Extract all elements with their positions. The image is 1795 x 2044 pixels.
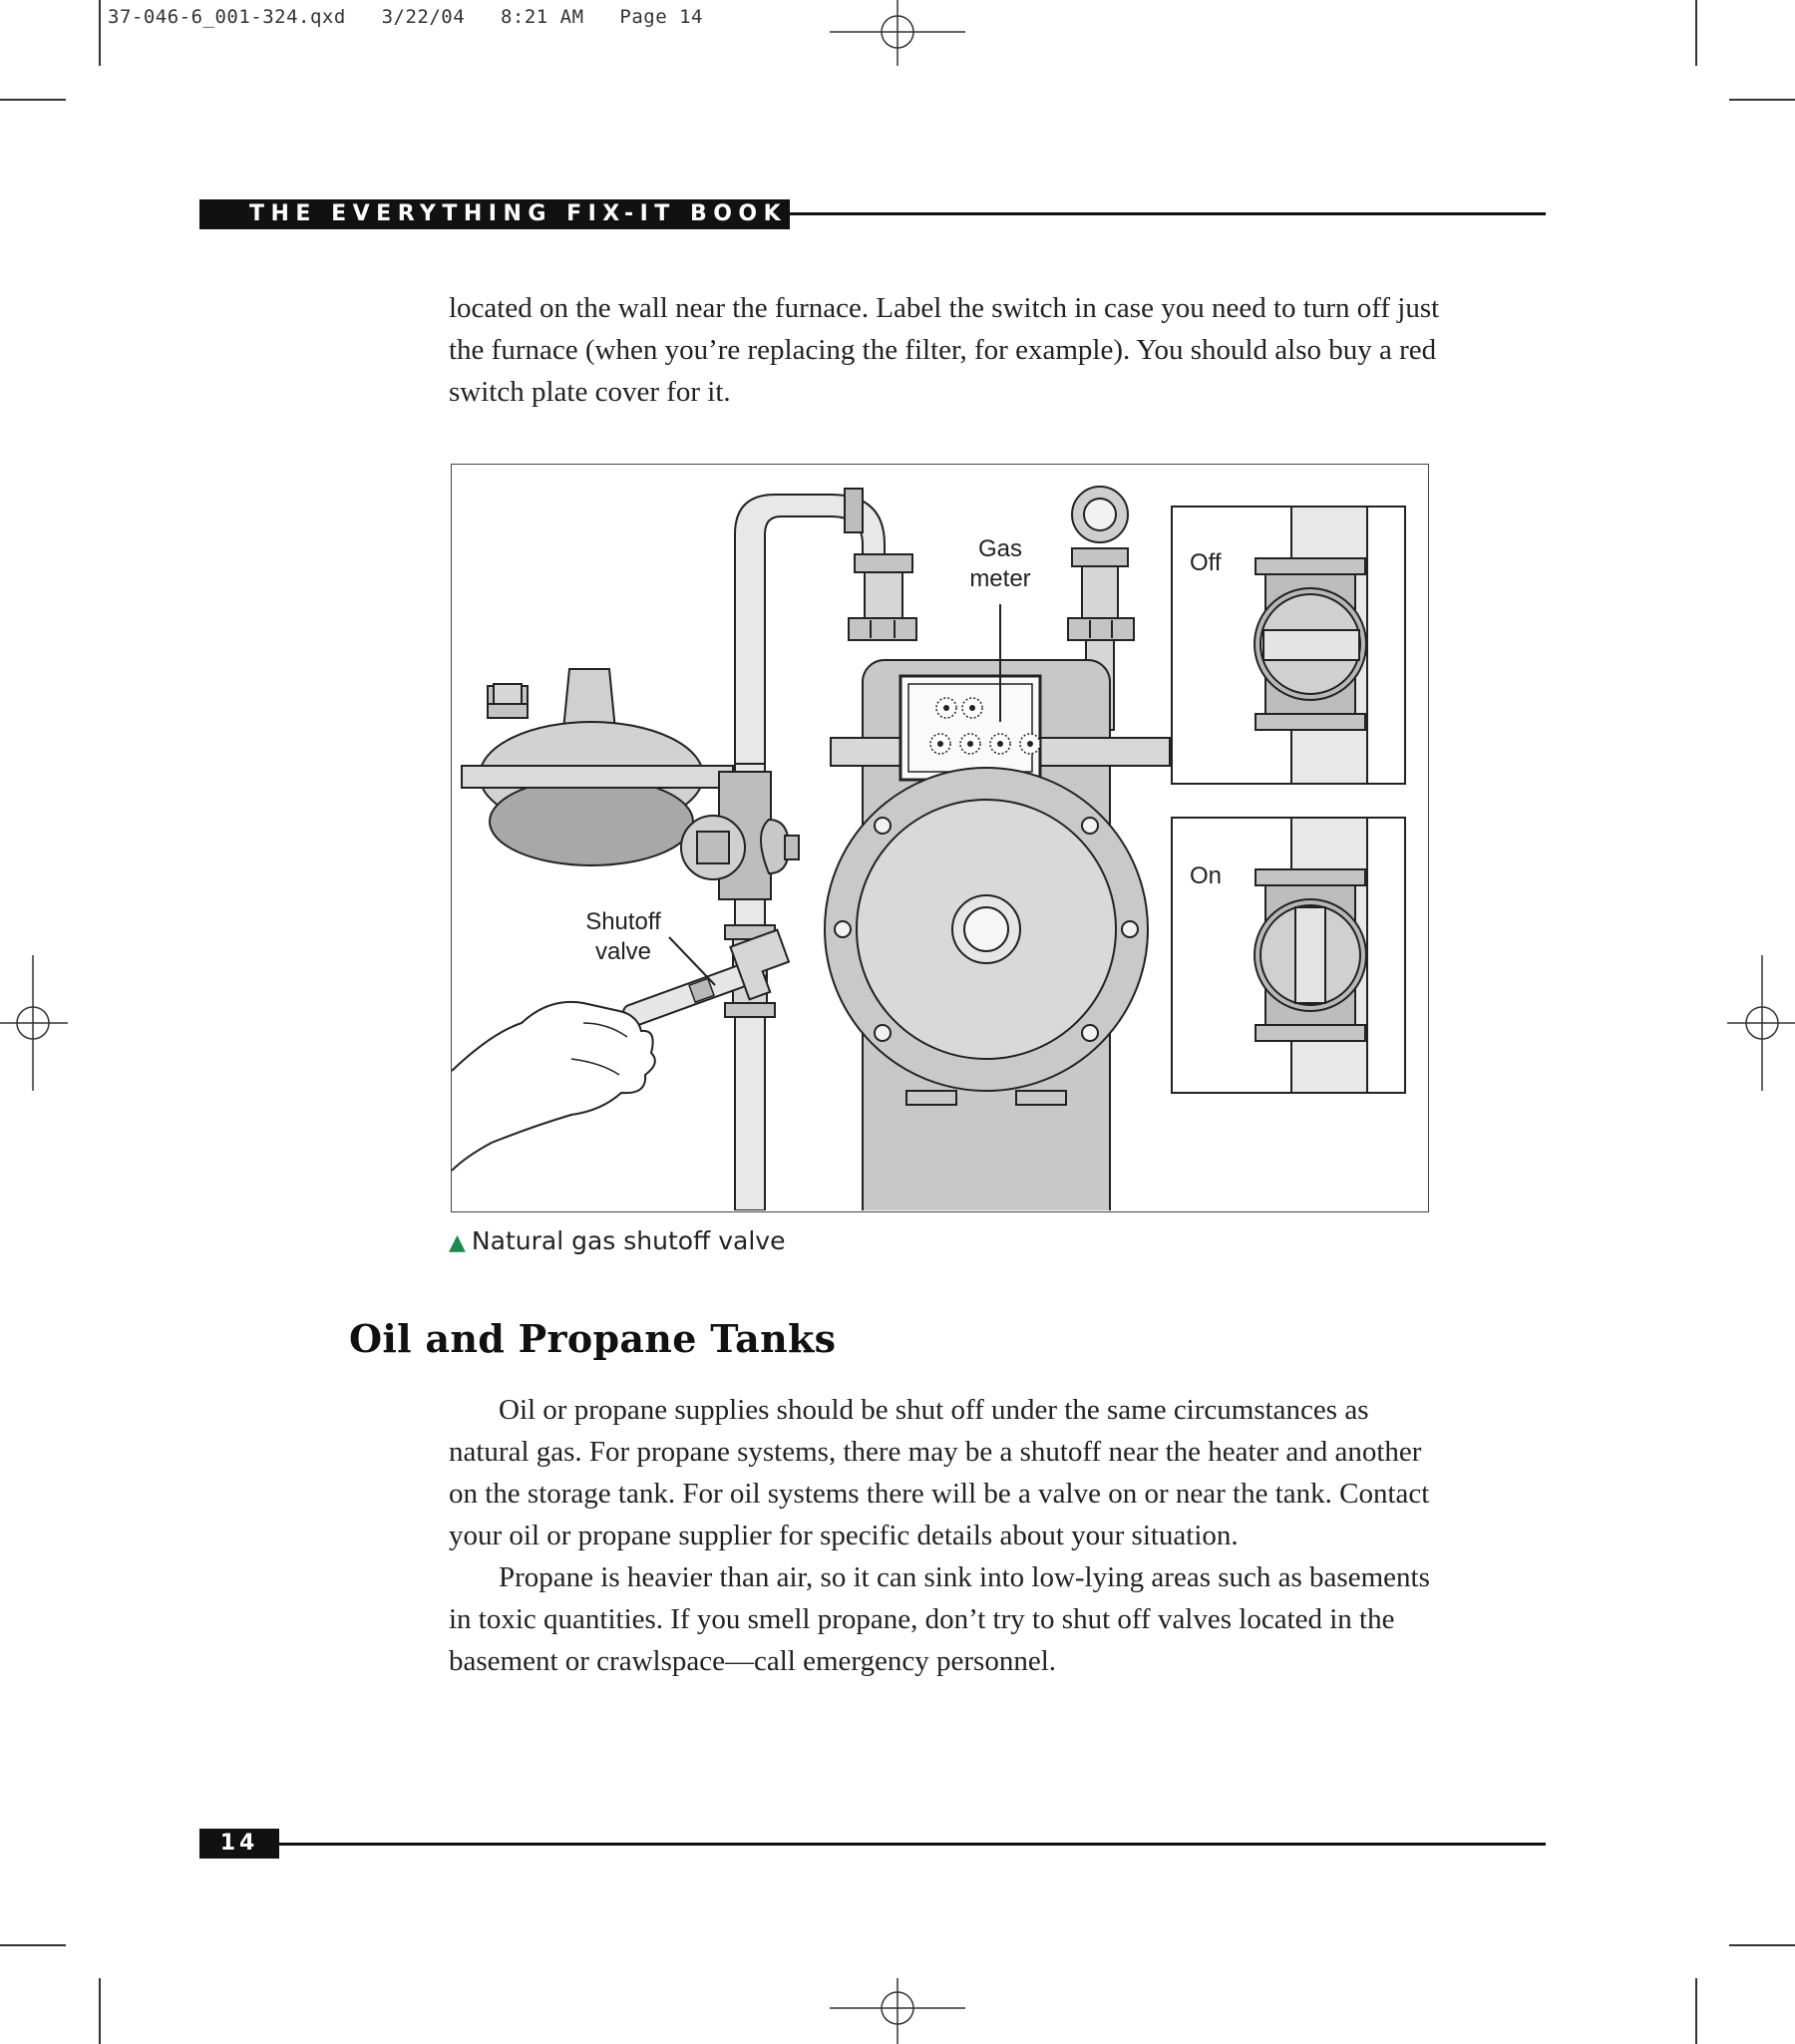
slug-line: 37-046-6_001-324.qxd 3/22/04 8:21 AM Page 14 [108,6,703,28]
paragraph-2: Propane is heavier than air, so it can sink into low-lying areas such as basements in toxic quantities. If you smell propane, don’t try to shut off valves located in the basement or crawlspace—call emergency personnel. [449,1561,1430,1677]
label-valve: valve [594,938,652,965]
page-number: 14 [199,1829,279,1859]
label-meter: meter [969,565,1031,592]
crop-mark-tr-v [1695,0,1697,66]
caption-text: Natural gas shutoff valve [471,1226,786,1255]
valve-handle-on [1295,907,1325,1003]
crop-mark-tl-v [99,0,101,66]
hand [452,1002,655,1171]
crop-mark-br-v [1695,1978,1697,2044]
label-off: Off [1190,549,1222,576]
crop-mark-bl-v [99,1978,101,2044]
paragraph-1: Oil or propane supplies should be shut off under the same circumstances as natural gas. For propane systems, there may be a shutoff near the heater and another on the storage tank. For oil systems there will be a valve on or near the tank. Contact your oil or propane supplier for specific details about your situation. [449,1394,1430,1551]
valve-handle-off [1263,630,1359,660]
running-head: THE EVERYTHING FIX-IT BOOK [199,199,790,229]
crop-mark-tl-h [0,99,66,101]
caption-triangle-icon: ▲ [449,1230,466,1255]
section-heading: Oil and Propane Tanks [349,1316,837,1361]
section-body [449,1389,1446,1682]
crop-mark-br-h [1729,1944,1795,1946]
folio-rule [279,1843,1546,1846]
registration-mark-bottom [830,1978,965,2044]
registration-mark-right [1725,955,1795,1091]
crop-mark-bl-h [0,1944,66,1946]
figure-gas-shutoff [451,464,1429,1212]
registration-mark-top [830,0,965,68]
crop-mark-tr-h [1729,99,1795,101]
gas-meter-illustration [452,465,1427,1210]
label-gas: Gas [977,535,1023,562]
registration-mark-left [0,955,70,1091]
label-on: On [1190,862,1223,889]
figure-caption [449,1226,785,1255]
intro-paragraph [449,287,1446,413]
label-shutoff: Shutoff [585,908,661,935]
running-head-rule [790,212,1546,215]
intro-text: located on the wall near the furnace. Label the switch in case you need to turn off just the furnace (when you’re replacing the filter, for example). You should also buy a red switch plate cover for it. [449,292,1440,408]
